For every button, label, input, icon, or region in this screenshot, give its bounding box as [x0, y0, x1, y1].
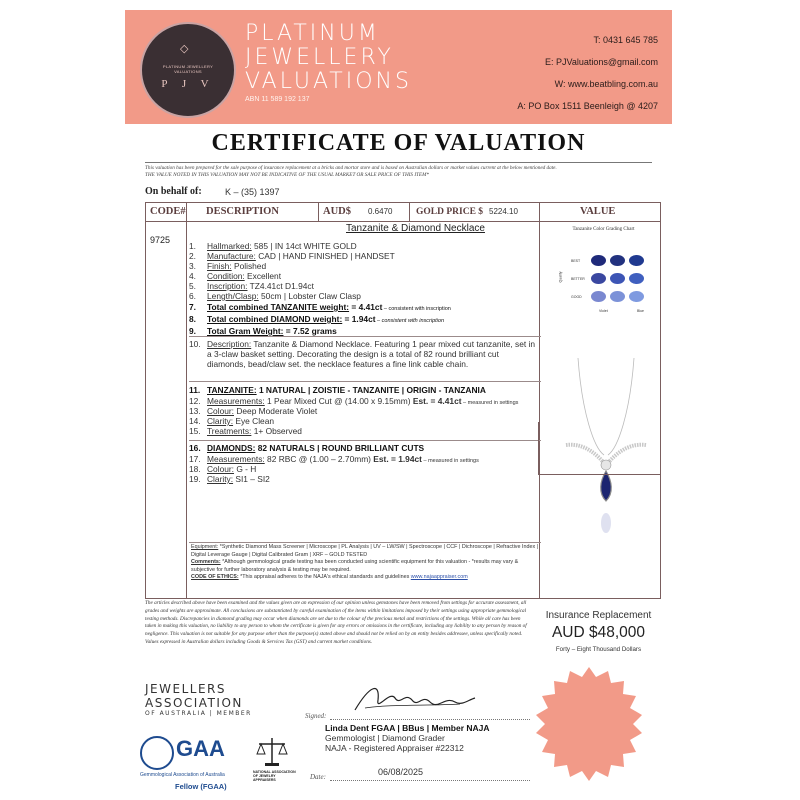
- date-line: [330, 780, 530, 781]
- globe-icon: [140, 736, 174, 770]
- valuation-date: 06/08/2025: [378, 767, 424, 777]
- company-logo: [140, 22, 236, 118]
- phone: T: 0431 645 785: [593, 35, 658, 45]
- naja-link[interactable]: www.najaappraiser.com: [410, 574, 468, 580]
- insurance-value: AUD $48,000: [551, 624, 646, 641]
- valuation-disclaimer: This valuation has been prepared for the sale purpose of insurance replacement at a bricks and mortar store and is based on Australian dollars or market values current at the below mentioned date. THE VALUE NOTED IN THIS VALUATION MAY NOT BE INDICATIVE OF THE USUAL MARKET OR SALE PRICE OF THIS ITEM*: [145, 165, 557, 178]
- insurance-box: [538, 422, 661, 475]
- gem-swatch: [591, 291, 606, 302]
- abn-number: ABN 11 589 192 137: [245, 96, 310, 103]
- tanzanite-grading-chart: Tanzanite Color Grading Chart Quality BEST BETTER GOOD Violet Blue: [558, 227, 645, 313]
- gem-swatch: [629, 273, 644, 284]
- diamond-icon: ◇: [180, 43, 189, 55]
- website: W: www.beatbling.com.au: [554, 79, 658, 89]
- on-behalf-label: On behalf of:: [145, 186, 202, 197]
- item-title: Tanzanite & Diamond Necklace: [346, 223, 485, 234]
- certificate-title: CERTIFICATE OF VALUATION: [211, 130, 586, 156]
- signature-line: [330, 719, 530, 720]
- on-behalf-value: K – (35) 1397: [225, 187, 280, 197]
- column-divider: [186, 203, 187, 598]
- logo-small-text: PLATINUM JEWELLERY VALUATIONS: [162, 64, 214, 74]
- handwritten-signature: [350, 680, 480, 720]
- gem-swatch: [610, 291, 625, 302]
- valuation-table: CODE# DESCRIPTION AUD$ 0.6470 GOLD PRICE $ 5224.10 VALUE 9725 Tanzanite & Diamond Necklace 1. Hallmarked: 585 | IN 14ct WHITE GOLD 2. Manufacture: CAD | HAND FINISHED | HANDSET 3. Finish: Polished 4. Condition: Excellent 5. Inscription: TZ4.41ct D1.94ct 6. Length/Clasp: 50cm | Lobster Claw Clasp 7. Total combined TANZANITE weight: = 4.41ct – consistent with inscription 8. Total combined DIAMOND weight: = 1.94ct – consistent with inscription 9. Total Gram Weight: = 7.52 grams 10. Description: Tanzanite & Diamond Necklace. Featuring 1 pear mixed cut tanzanite, set in a 3-claw basket setting. Decorating the design is a total of 82 round brilliant cut diamonds, bead/claw set. the necklace features a fine link cable chain. 11. TANZANITE: 1 NATURAL | ZOISTIE - TANZANITE | ORIGIN - TANZANIA 12. Measurements: 1 Pear Mixed Cut @ (14.00 x 9.15mm) Est. = 4.41ct – measured in settings 13. Colour: Deep Moderate Violet 14. Clarity: Eye Clean 15. Treatments: 1+ Observed 16. DIAMONDS: 82 NATURALS | ROUND BRILLIANT CUTS 17. Measurements: 82 RBC @ (1.00 – 2.70mm) Est. = 1.94ct – measured in settings 18. Colour: G - H 19. Clarity: SI1 – SI2 Equipment: *Synthetic Diamond Mass Screener | Microscope | PL Analysis | UV – LW/SW | Spectroscope | CCF | Dichroscope | Refractive Index | Digital Leverage Gauge | Digital Calibrated Gram | XRF – GOLD TESTED Comments: *Although gemmological grade testing has been conducted using scientific equipment for this valuation - *results may vary & subjective for further laboratory analysis & testing may be required. CODE OF ETHICS: *This appraisal adheres to the NAJA's ethical standards and guidelines www.najaappraiser.com Tanzanite Color Grading Chart Quality BEST BETTER GOOD Violet Blue: [145, 202, 661, 599]
- column-divider: [409, 203, 410, 221]
- signed-label: Signed:: [305, 712, 327, 720]
- gold-price-value: 5224.10: [489, 207, 518, 216]
- title-divider: [145, 162, 652, 163]
- gem-swatch: [610, 273, 625, 284]
- aud-header: AUD$: [323, 206, 351, 217]
- section-divider: [189, 440, 541, 441]
- gold-price-header: GOLD PRICE $: [416, 207, 484, 217]
- aud-value: 0.6470: [368, 207, 393, 216]
- gem-swatch: [591, 273, 606, 284]
- date-label: Date:: [310, 773, 326, 781]
- column-divider: [318, 203, 319, 221]
- gem-swatch: [610, 255, 625, 266]
- gem-swatch: [591, 255, 606, 266]
- item-code: 9725: [150, 235, 171, 245]
- section-divider: [189, 542, 541, 543]
- equipment-notes: Equipment: *Synthetic Diamond Mass Screener | Microscope | PL Analysis | UV – LW/SW | Spectroscope | CCF | Dichroscope | Refractive Index | Digital Leverage Gauge | Digital Calibrated Gram | XRF – GOLD TESTED Comments: *Although gemmological grade testing has been conducted using scientific equipment for this valuation - *results may vary & subjective for further laboratory analysis & testing may be required. CODE OF ETHICS: *This appraisal adheres to the NAJA's ethical standards and guidelines www.najaappraiser.com: [191, 544, 539, 580]
- code-header: CODE#: [150, 206, 186, 217]
- gem-swatch: [629, 291, 644, 302]
- certificate-seal: [530, 665, 648, 783]
- insurance-value-words: Forty – Eight Thousand Dollars: [555, 646, 642, 653]
- brand-name: PLATINUM JEWELLERY VALUATIONS: [245, 21, 412, 94]
- signer-details: Linda Dent FGAA | BBus | Member NAJA Gemmologist | Diamond Grader NAJA - Registered Appraiser #22312: [325, 723, 490, 753]
- logo-initials: P J V: [161, 78, 215, 90]
- table-header: [146, 203, 660, 222]
- email: E: PJValuations@gmail.com: [544, 57, 658, 67]
- section-divider: [189, 336, 541, 337]
- jewellers-association-logo: JEWELLERS ASSOCIATION OF AUSTRALIA | MEMBER: [145, 682, 252, 717]
- value-header: VALUE: [580, 206, 616, 217]
- certificate-page: ◇ PLATINUM JEWELLERY VALUATIONS P J V PLATINUM JEWELLERY VALUATIONS ABN 11 589 192 137 T: 0431 645 785 E: PJValuations@gmail.com W: www.beatbling.com.au A: PO Box 1511 Beenleigh @ 4207 CERTIFICATE OF VALUATION This valuation has been prepared for the sale purpose of insurance replacement at a bricks and mortar store and is based on Australian dollars or market values current at the below mentioned date. THE VALUE NOTED IN THIS VALUATION MAY NOT BE INDICATIVE OF THE USUAL MARKET OR SALE PRICE OF THIS ITEM* On behalf of: K – (35) 1397 CODE# DESCRIPTION AUD$ 0.6470 GOLD PRICE $ 5224.10 VALUE 9725 Tanzanite & Diamond Necklace 1. Hallmarked: 585 | IN 14ct WHITE GOLD 2. Manufacture: CAD | HAND FINISHED | HANDSET 3. Finish: Polished 4. Condition: Excellent 5. Inscription: TZ4.41ct D1.94ct 6. Length/Clasp: 50cm | Lobster Claw Clasp 7. Total combined TANZANITE weight: = 4.41ct – consistent with inscription 8. Total combined DIAMOND weight: = 1.94ct – consistent with inscription 9. Total Gram Weight: = 7.52 grams 10. Description: Tanzanite & Diamond Necklace. Featuring 1 pear mixed cut tanzanite, set in a 3-claw basket setting. Decorating the design is a total of 82 round brilliant cut diamonds, bead/claw set. the necklace features a fine link cable chain. 11. TANZANITE: 1 NATURAL | ZOISTIE - TANZANITE | ORIGIN - TANZANIA 12. Measurements: 1 Pear Mixed Cut @ (14.00 x 9.15mm) Est. = 4.41ct – measured in settings 13. Colour: Deep Moderate Violet 14. Clarity: Eye Clean 15. Treatments: 1+ Observed 16. DIAMONDS: 82 NATURALS | ROUND BRILLIANT CUTS 17. Measurements: 82 RBC @ (1.00 – 2.70mm) Est. = 1.94ct – measured in settings 18. Colour: G - H 19. Clarity: SI1 – SI2 Equipment: *Synthetic Diamond Mass Screener | Microscope | PL Analysis | UV – LW/SW | Spectroscope | CCF | Dichroscope | Refractive Index | Digital Leverage Gauge | Digital Calibrated Gram | XRF – GOLD TESTED Comments: *Although gemmological grade testing has been conducted using scientific equipment for this valuation - *results may vary & subjective for further laboratory analysis & testing may be required. CODE OF ETHICS: *This appraisal adheres to the NAJA's ethical standards and guidelines www.najaappraiser.com Tanzanite Color Grading Chart Quality BEST BETTER GOOD Violet Blue Insurance Replacement AUD $48,000 Forty – Eight Thousand Dollars The articles described above have been examined and the values given are an expression of our opinion unless gemstones have been removed from settings for accurate assessment, all grades and weights are approximate. All conclusions are substantiated by careful examination of the items within limitations imposed by their settings using appropriate gemmological testing methods. Discrepancies in diamond grading may occur when diamonds are set due to the colour of the precious metal and restrictions of the settings. While all care has been taken in making this valuation, no liability to any person to whom the certificate is given for any errors or omissions in the certificate, including any liability to any person by reason of negligence. This valuation is not suitable for any purpose other than the purpose(s) stated above and should not be relied on by an entity besides addressee, unless specifically noted. Values expressed in Australian dollars including Goods & Services Tax (GST) and current market conditions. JEWELLERS ASSOCIATION OF AUSTRALIA | MEMBER GAA Gemmological Association of Australia Fellow (FGAA) NATIONAL ASSOCIATION OF JEWELRY APPRAISERS Signed: Linda Dent FGAA | BBus | Member NAJA Gemmologist | Diamond Grader NAJA - Registered Appraiser #22312 Date: 06/08/2025: [125, 10, 672, 790]
- legal-disclaimer: The articles described above have been examined and the values given are an expression of our opinion unless gemstones have been removed from settings for accurate assessment, all grades and weights are approximate. All conclusions are substantiated by careful examination of the items within limitations imposed by their settings using appropriate gemmological testing methods. Discrepancies in diamond grading may occur when diamonds are set due to the colour of the precious metal and restrictions of the settings. While all care has been taken in making this valuation, no liability to any person to whom the certificate is given for any errors or omissions in the certificate, including any liability to any person by reason of negligence. This valuation is not suitable for any purpose other than the purpose(s) stated above and should not be relied on by an entity besides addressee, unless specifically noted. Values expressed in Australian dollars including Goods & Services Tax (GST) and current market conditions.: [145, 600, 527, 645]
- item-description: Description: Tanzanite & Diamond Necklace. Featuring 1 pear mixed cut tanzanite, set in a 3-claw basket setting. Decorating the design is a total of 82 round brilliant cut diamonds, bead/claw set. the necklace features a fine link cable chain.: [207, 339, 536, 369]
- description-header: DESCRIPTION: [206, 206, 279, 217]
- scales-icon: [255, 736, 289, 768]
- header-banner: [125, 10, 672, 124]
- gem-swatch: [629, 255, 644, 266]
- section-divider: [189, 381, 541, 382]
- address: A: PO Box 1511 Beenleigh @ 4207: [517, 101, 658, 111]
